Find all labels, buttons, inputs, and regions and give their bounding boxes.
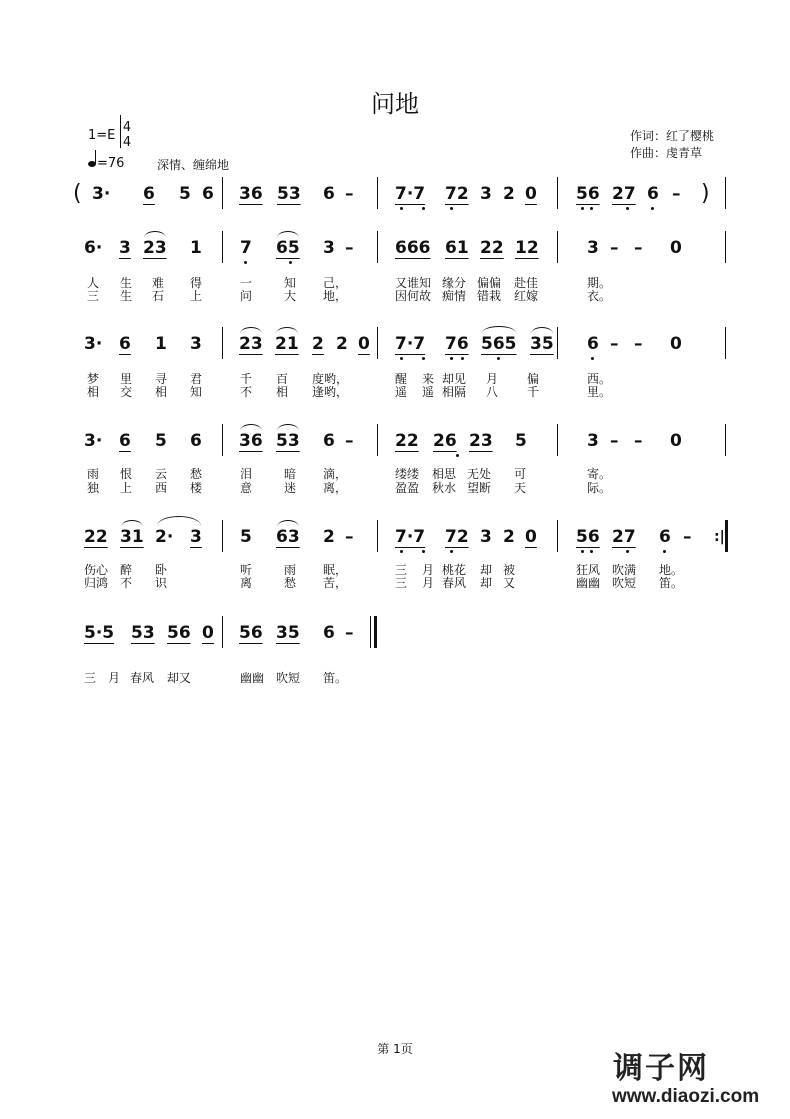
- note: 27: [612, 184, 636, 204]
- lyric-syllable: 滴，: [323, 467, 348, 481]
- lyric-syllable: 醒: [395, 372, 408, 386]
- note: 6: [190, 431, 202, 451]
- lyric-syllable: 卧: [155, 563, 168, 577]
- lyric-syllable: 无处: [467, 467, 492, 481]
- low-octave-dot: [450, 550, 453, 553]
- lyric-syllable: 地。: [659, 563, 684, 577]
- lyric-syllable: 上: [120, 481, 133, 495]
- bar-line: [377, 327, 378, 359]
- note: 23: [469, 431, 493, 451]
- lyric-syllable: 里。: [587, 385, 612, 399]
- lyric-syllable: 度哟，: [312, 372, 349, 386]
- bar-line: [557, 520, 558, 552]
- repeat-end: :|: [714, 529, 725, 545]
- low-octave-dot: [456, 454, 459, 457]
- lyric-syllable: 遥: [422, 385, 435, 399]
- note: 2: [503, 184, 515, 204]
- lyric-syllable: 偏: [527, 372, 540, 386]
- lyric-syllable: 里: [120, 372, 133, 386]
- note: 3: [480, 527, 492, 547]
- lyric-syllable: 吹短: [612, 576, 637, 590]
- lyricist: 作词：红了樱桃: [630, 129, 715, 143]
- note: 6: [119, 334, 131, 354]
- lyric-syllable: 痴情: [442, 289, 467, 303]
- low-octave-dot: [590, 207, 593, 210]
- lyric-syllable: 相思: [432, 467, 457, 481]
- lyric-syllable: 恨: [120, 467, 133, 481]
- low-octave-dot: [581, 550, 584, 553]
- lyric-syllable: 听: [240, 563, 253, 577]
- lyric-syllable: 云: [155, 467, 168, 481]
- lyric-syllable: 却: [480, 563, 493, 577]
- lyric-syllable: 交: [120, 385, 133, 399]
- lyric-syllable: 三: [87, 289, 100, 303]
- note: 6: [587, 334, 599, 354]
- note: 53: [131, 623, 155, 643]
- note: 666: [395, 238, 431, 258]
- note: 5: [155, 431, 167, 451]
- paren-close: ): [701, 181, 710, 206]
- lyric-syllable: 雨: [284, 563, 297, 577]
- lyric-syllable: 迷: [284, 481, 297, 495]
- page-number: 第 1页: [377, 1042, 413, 1056]
- note: 5: [240, 527, 252, 547]
- note: –: [610, 431, 619, 451]
- lyric-syllable: 得: [190, 276, 203, 290]
- bar-line: [377, 424, 378, 456]
- lyric-syllable: 西。: [587, 372, 612, 386]
- lyric-syllable: 幽幽: [576, 576, 601, 590]
- note: 2·: [155, 527, 174, 547]
- note: 7·7: [395, 334, 426, 354]
- paren-open: (: [73, 181, 82, 206]
- lyric-syllable: 独: [87, 481, 100, 495]
- lyric-syllable: 石: [152, 289, 165, 303]
- low-octave-dot: [591, 357, 594, 360]
- lyric-syllable: 春风: [442, 576, 467, 590]
- note: 23: [239, 334, 263, 354]
- lyric-syllable: 相隔: [442, 385, 467, 399]
- lyric-syllable: 人: [87, 276, 100, 290]
- note: 22: [480, 238, 504, 258]
- lyric-syllable: 难: [152, 276, 165, 290]
- lyric-syllable: 幽幽: [240, 671, 265, 685]
- low-octave-dot: [289, 261, 292, 264]
- note: 22: [395, 431, 419, 451]
- lyric-syllable: 缘分: [442, 276, 467, 290]
- note: 3: [190, 527, 202, 547]
- lyric-syllable: 又谁知: [395, 276, 432, 290]
- note: 3·: [92, 184, 111, 204]
- lyric-syllable: 却见: [442, 372, 467, 386]
- note: 6: [647, 184, 659, 204]
- lyric-syllable: 相: [87, 385, 100, 399]
- note: 56: [239, 623, 263, 643]
- low-octave-dot: [244, 261, 247, 264]
- low-octave-dot: [626, 207, 629, 210]
- tempo-value: =76: [97, 156, 125, 171]
- bar-line: [222, 616, 223, 648]
- note: 7: [240, 238, 252, 258]
- lyric-syllable: 上: [190, 289, 203, 303]
- low-octave-dot: [422, 357, 425, 360]
- note: 22: [84, 527, 108, 547]
- lyric-syllable: 桃花: [442, 563, 467, 577]
- note: 7·7: [395, 527, 426, 547]
- note: 61: [445, 238, 469, 258]
- lyric-syllable: 衣。: [587, 289, 612, 303]
- low-octave-dot: [651, 207, 654, 210]
- note: 35: [530, 334, 554, 354]
- note: 65: [276, 238, 300, 258]
- note: –: [345, 527, 354, 547]
- lyric-syllable: 归鸿: [84, 576, 109, 590]
- lyric-syllable: 来: [422, 372, 435, 386]
- note: –: [345, 623, 354, 643]
- note: –: [672, 184, 681, 204]
- lyric-syllable: 梦: [87, 372, 100, 386]
- lyric-syllable: 盈盈: [395, 481, 420, 495]
- note: 27: [612, 527, 636, 547]
- note: 5·5: [84, 623, 115, 643]
- lyric-syllable: 离: [240, 576, 253, 590]
- lyric-syllable: 知: [284, 276, 297, 290]
- lyric-syllable: 相: [155, 385, 168, 399]
- note: 0: [670, 238, 682, 258]
- lyric-syllable: 红嫁: [514, 289, 539, 303]
- bar-line: [557, 424, 558, 456]
- lyric-syllable: 三: [84, 671, 97, 685]
- lyric-syllable: 缕缕: [395, 467, 420, 481]
- note: 0: [202, 623, 214, 643]
- note: 3: [190, 334, 202, 354]
- note: –: [683, 527, 692, 547]
- note: –: [634, 238, 643, 258]
- bar-line: [222, 231, 223, 263]
- note: –: [345, 431, 354, 451]
- low-octave-dot: [450, 207, 453, 210]
- lyric-syllable: 三: [395, 576, 408, 590]
- lyric-syllable: 天: [514, 481, 527, 495]
- low-octave-dot: [400, 357, 403, 360]
- note: 36: [239, 184, 263, 204]
- low-octave-dot: [497, 357, 500, 360]
- credits: [630, 128, 714, 162]
- lyric-syllable: 愁: [284, 576, 297, 590]
- note: 3: [480, 184, 492, 204]
- lyric-syllable: 知: [190, 385, 203, 399]
- lyric-syllable: 被: [503, 563, 516, 577]
- note: 26: [433, 431, 457, 451]
- note: 6: [323, 623, 335, 643]
- watermark-site: www.diaozi.com: [612, 1086, 760, 1107]
- lyric-syllable: 生: [120, 276, 133, 290]
- bar-line: [222, 327, 223, 359]
- note: 6: [119, 431, 131, 451]
- lyric-syllable: 离，: [323, 481, 348, 495]
- lyric-syllable: 识: [155, 576, 168, 590]
- lyric-syllable: 三: [395, 563, 408, 577]
- note: 7·7: [395, 184, 426, 204]
- bar-line: [557, 231, 558, 263]
- note: 36: [239, 431, 263, 451]
- bar-line: [377, 520, 378, 552]
- lyric-syllable: 问: [240, 289, 253, 303]
- lyric-syllable: 却又: [167, 671, 192, 685]
- note: 6: [323, 431, 335, 451]
- note: 72: [445, 527, 469, 547]
- note: 35: [276, 623, 300, 643]
- lyric-syllable: 错栽: [477, 289, 502, 303]
- low-octave-dot: [581, 207, 584, 210]
- slur: [482, 326, 516, 333]
- lyric-syllable: 泪: [240, 467, 253, 481]
- note: 3: [119, 238, 131, 258]
- time-signature-bottom: 4: [122, 135, 132, 150]
- low-octave-dot: [400, 207, 403, 210]
- note: 3·: [84, 431, 103, 451]
- note: 3: [587, 238, 599, 258]
- note: 31: [120, 527, 144, 547]
- time-signature-top: 4: [122, 120, 132, 135]
- lyric-syllable: 地，: [323, 289, 348, 303]
- note: 6: [659, 527, 671, 547]
- note: –: [634, 334, 643, 354]
- lyric-syllable: 百: [276, 372, 289, 386]
- lyric-syllable: 寻: [155, 372, 168, 386]
- lyric-syllable: 月: [486, 372, 499, 386]
- lyric-syllable: 又: [503, 576, 516, 590]
- bar-line: [557, 177, 558, 209]
- quarter-note-icon: [88, 161, 96, 167]
- note: 53: [276, 431, 300, 451]
- lyric-syllable: 大: [284, 289, 297, 303]
- note: 0: [670, 431, 682, 451]
- lyric-syllable: 相: [276, 385, 289, 399]
- lyric-syllable: 不: [240, 385, 253, 399]
- lyric-syllable: 一: [240, 276, 253, 290]
- note: 6: [143, 184, 155, 204]
- note: 3: [323, 238, 335, 258]
- lyric-syllable: 愁: [190, 467, 203, 481]
- note: 53: [277, 184, 301, 204]
- bar-line: [725, 231, 726, 263]
- lyric-syllable: 期。: [587, 276, 612, 290]
- lyric-syllable: 眠，: [323, 563, 348, 577]
- bar-line: [222, 520, 223, 552]
- lyric-syllable: 望断: [467, 481, 492, 495]
- lyric-syllable: 笛。: [323, 671, 348, 685]
- note: –: [345, 238, 354, 258]
- note: 3·: [84, 334, 103, 354]
- note: 0: [670, 334, 682, 354]
- lyric-syllable: 醉: [120, 563, 133, 577]
- low-octave-dot: [400, 550, 403, 553]
- lyric-syllable: 不: [120, 576, 133, 590]
- low-octave-dot: [450, 357, 453, 360]
- note: 76: [445, 334, 469, 354]
- lyric-syllable: 意: [240, 481, 253, 495]
- bar-line: [370, 616, 371, 648]
- lyric-syllable: 八: [486, 385, 499, 399]
- bar-line: [725, 424, 726, 456]
- note: 0: [358, 334, 370, 354]
- lyric-syllable: 伤心: [84, 563, 109, 577]
- slur: [157, 516, 201, 526]
- lyric-syllable: 雨: [87, 467, 100, 481]
- note: –: [610, 334, 619, 354]
- lyric-syllable: 际。: [587, 481, 612, 495]
- note: 3: [587, 431, 599, 451]
- note: 2: [503, 527, 515, 547]
- lyric-syllable: 可: [514, 467, 527, 481]
- note: 2: [312, 334, 324, 354]
- low-octave-dot: [663, 550, 666, 553]
- bar-line: [725, 177, 726, 209]
- bar-line: [377, 231, 378, 263]
- expression-marking: 深情、缠绵地: [157, 158, 230, 172]
- lyric-syllable: 遥: [395, 385, 408, 399]
- bar-line: [557, 327, 558, 359]
- watermark-logo: 调子网: [613, 1052, 709, 1085]
- note: 6: [323, 184, 335, 204]
- note: 0: [525, 184, 537, 204]
- note: 56: [576, 527, 600, 547]
- lyric-syllable: 千: [527, 385, 540, 399]
- bar-line: [725, 327, 726, 359]
- lyric-syllable: 狂风: [576, 563, 601, 577]
- lyric-syllable: 吹短: [276, 671, 301, 685]
- bar-line: [377, 177, 378, 209]
- lyric-syllable: 月: [422, 563, 435, 577]
- note: 565: [481, 334, 517, 354]
- lyric-syllable: 偏偏: [477, 276, 502, 290]
- lyric-syllable: 西: [155, 481, 168, 495]
- note: –: [345, 184, 354, 204]
- lyric-syllable: 暗: [284, 467, 297, 481]
- bar-line: [222, 424, 223, 456]
- lyric-syllable: 笛。: [659, 576, 684, 590]
- note: 1: [155, 334, 167, 354]
- lyric-syllable: 己，: [323, 276, 348, 290]
- lyric-syllable: 寄。: [587, 467, 612, 481]
- note: 56: [576, 184, 600, 204]
- lyric-syllable: 生: [120, 289, 133, 303]
- note: 0: [525, 527, 537, 547]
- lyric-syllable: 逢哟，: [312, 385, 349, 399]
- note: 6·: [84, 238, 103, 258]
- lyric-syllable: 却: [480, 576, 493, 590]
- low-octave-dot: [626, 550, 629, 553]
- tempo-marking: [88, 156, 124, 171]
- lyric-syllable: 赴佳: [514, 276, 539, 290]
- note: 63: [276, 527, 300, 547]
- note: 6: [202, 184, 214, 204]
- note: 72: [445, 184, 469, 204]
- final-bar-line: [374, 616, 377, 648]
- note: 12: [515, 238, 539, 258]
- note: 2: [336, 334, 348, 354]
- low-octave-dot: [422, 207, 425, 210]
- lyric-syllable: 楼: [190, 481, 203, 495]
- song-title: 问地: [371, 90, 419, 118]
- low-octave-dot: [422, 550, 425, 553]
- note: 2: [323, 527, 335, 547]
- lyric-syllable: 因何故: [395, 289, 432, 303]
- composer: 作曲：虔青草: [630, 146, 703, 160]
- note: 5: [515, 431, 527, 451]
- lyric-syllable: 君: [190, 372, 203, 386]
- bar-line: [725, 520, 728, 552]
- note: –: [610, 238, 619, 258]
- note: –: [634, 431, 643, 451]
- lyric-syllable: 月: [108, 671, 121, 685]
- note: 1: [190, 238, 202, 258]
- lyric-syllable: 吹满: [612, 563, 637, 577]
- key-signature: 1=E: [88, 128, 116, 143]
- low-octave-dot: [590, 550, 593, 553]
- lyric-syllable: 苦，: [323, 576, 348, 590]
- note: 5: [179, 184, 191, 204]
- note: 23: [143, 238, 167, 258]
- time-signature: [120, 120, 134, 150]
- lyric-syllable: 千: [240, 372, 253, 386]
- lyric-syllable: 春风: [130, 671, 155, 685]
- bar-line: [222, 177, 223, 209]
- note: 21: [275, 334, 299, 354]
- note: 56: [167, 623, 191, 643]
- lyric-syllable: 秋水: [432, 481, 457, 495]
- lyric-syllable: 月: [422, 576, 435, 590]
- low-octave-dot: [461, 357, 464, 360]
